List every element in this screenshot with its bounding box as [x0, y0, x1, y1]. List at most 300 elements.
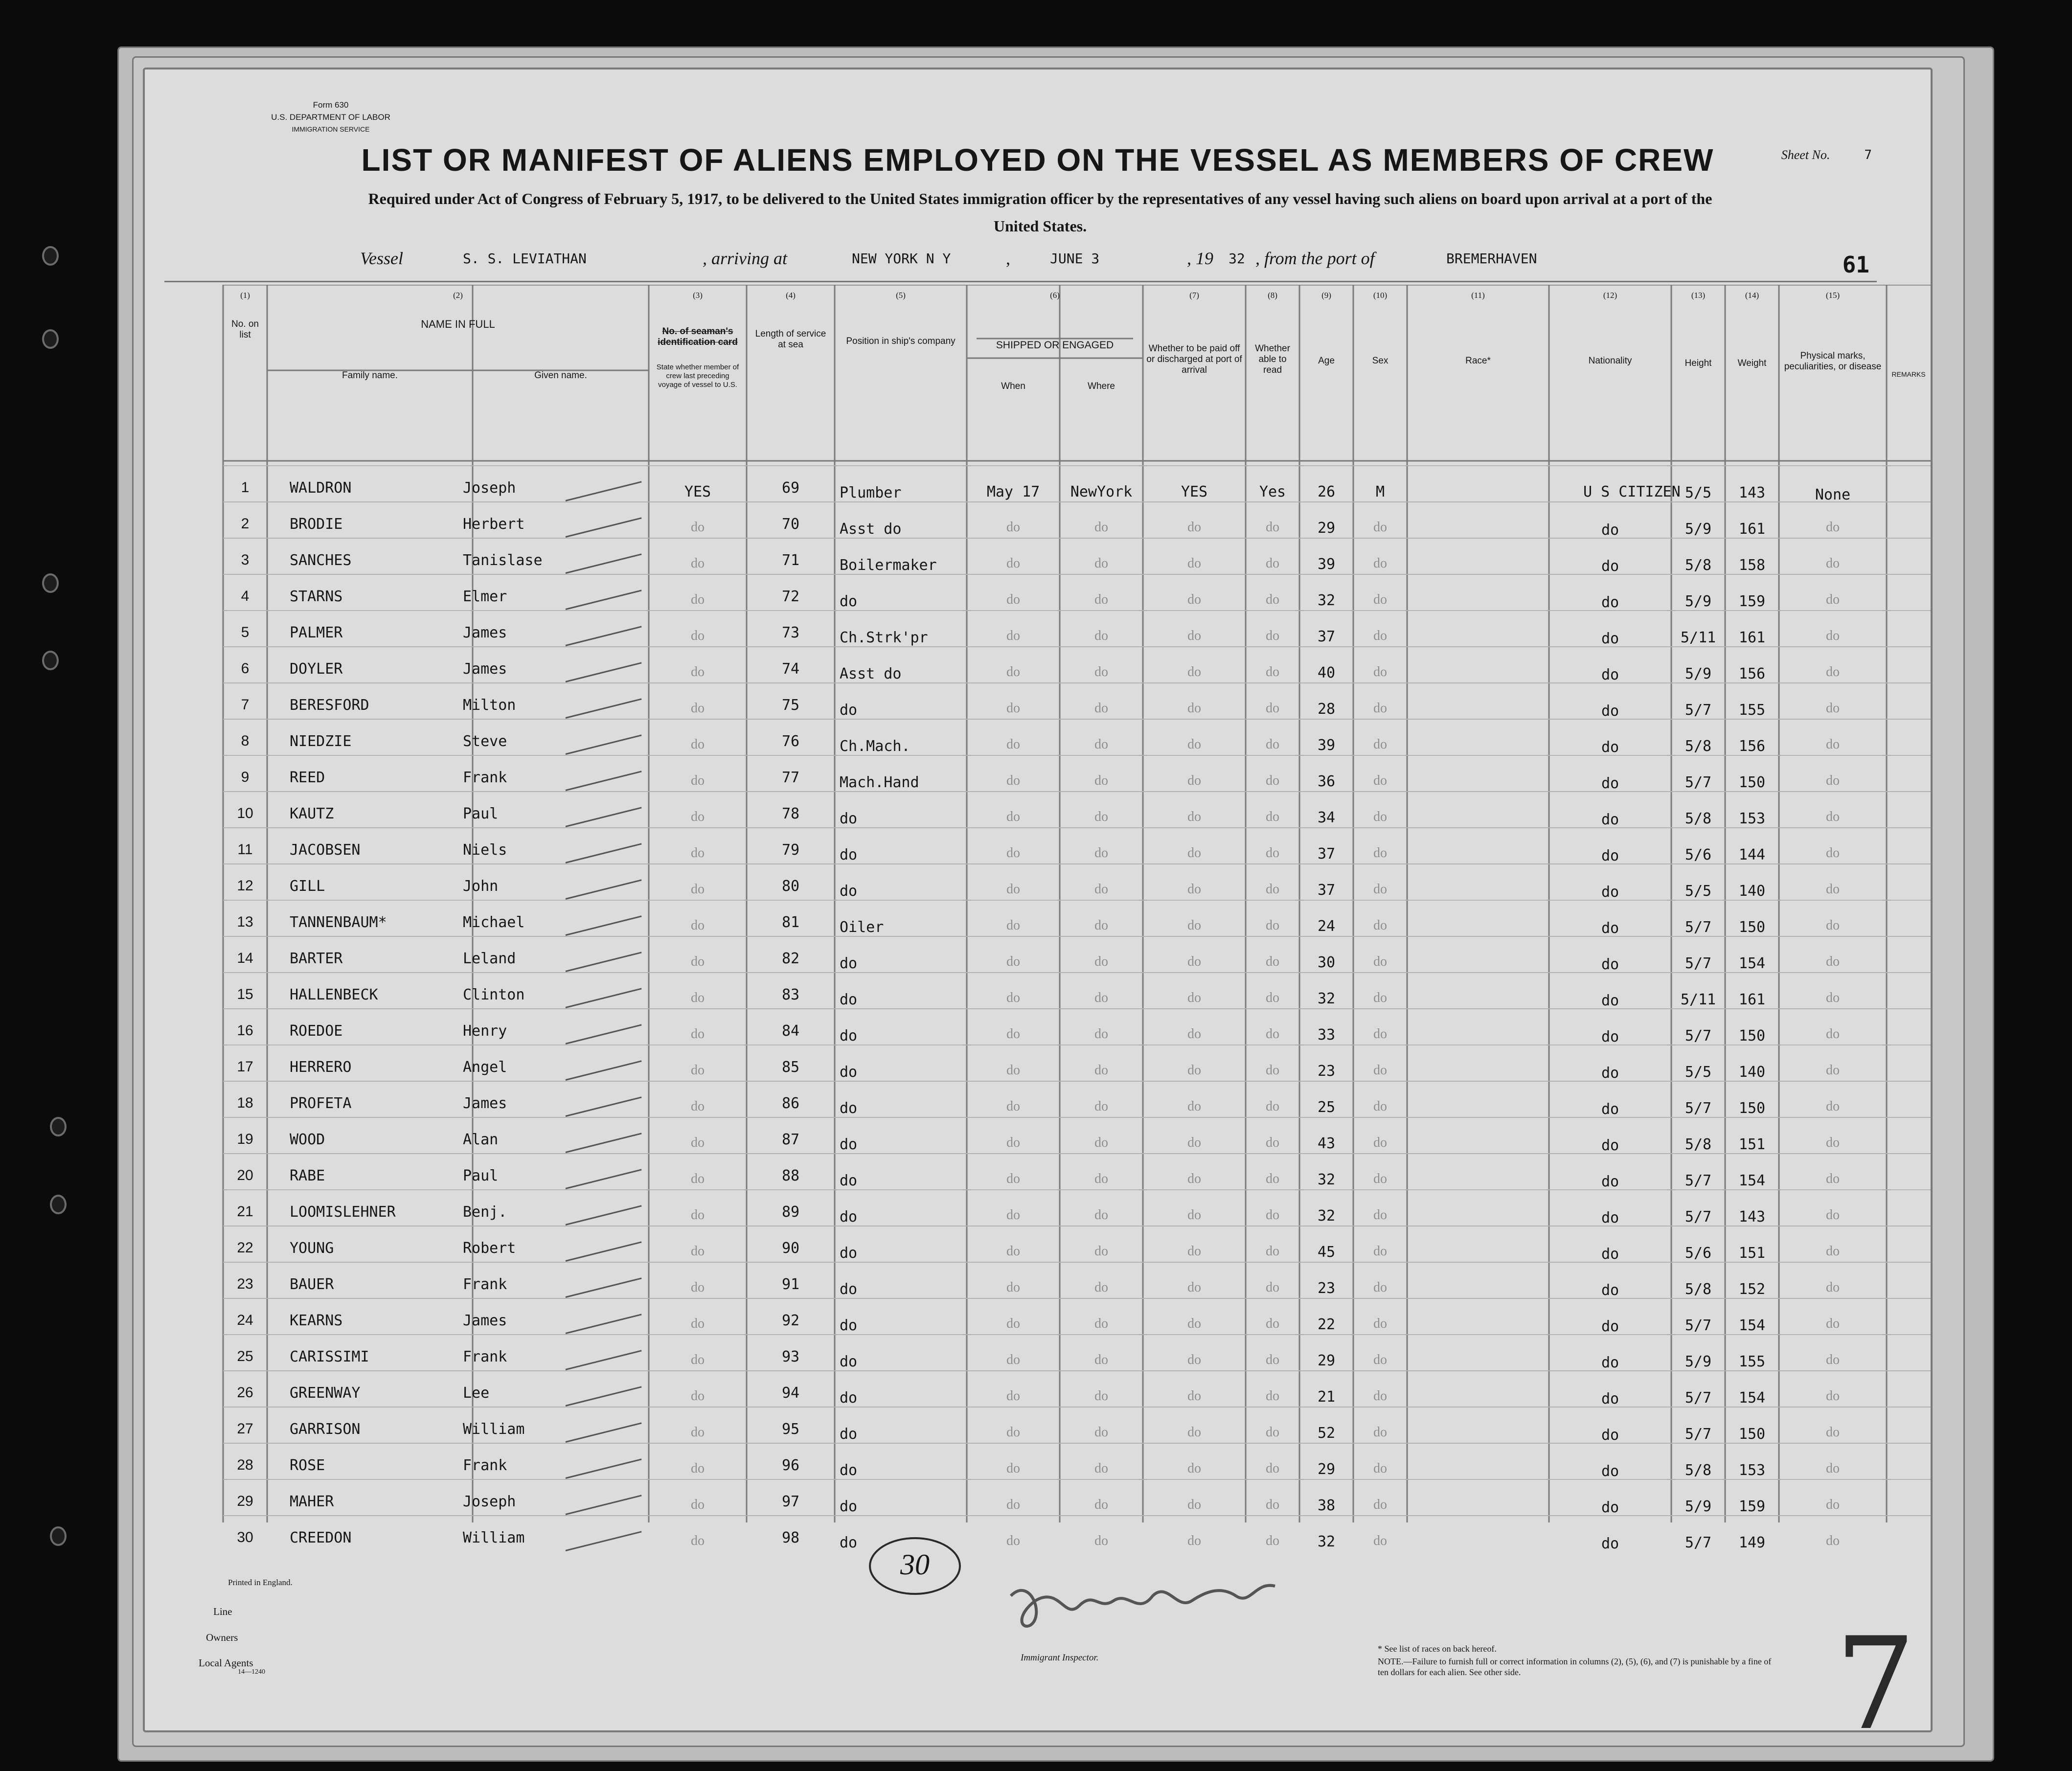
position: do: [840, 1426, 858, 1443]
paid-off: do: [1187, 773, 1201, 788]
family-name: KAUTZ: [290, 805, 334, 822]
paid-off: do: [1187, 1207, 1201, 1223]
physical-marks: do: [1826, 520, 1840, 535]
height: 5/5: [1685, 484, 1712, 501]
paid-off: do: [1187, 918, 1201, 933]
row-number: 1: [241, 479, 250, 496]
row-number: 5: [241, 624, 250, 640]
last-voyage: do: [691, 1099, 705, 1114]
service-length: 96: [781, 1457, 800, 1474]
shipped-when: do: [1006, 1316, 1020, 1331]
sex: do: [1373, 1388, 1387, 1404]
able-to-read: do: [1266, 520, 1279, 535]
last-voyage: do: [691, 918, 705, 933]
weight: 151: [1738, 1136, 1766, 1153]
from-port-label: , from the port of: [1255, 249, 1375, 268]
race: do: [1601, 1282, 1619, 1299]
family-name: DOYLER: [290, 660, 343, 678]
col-num-14: (14): [1745, 291, 1759, 300]
row-number: 10: [237, 805, 253, 821]
age: 38: [1317, 1497, 1336, 1514]
row-number: 14: [237, 950, 253, 966]
position: do: [840, 1281, 858, 1298]
shipped-where: do: [1094, 1026, 1108, 1042]
last-voyage: do: [691, 1352, 705, 1367]
paid-off: do: [1187, 737, 1201, 752]
given-name: Michael: [463, 914, 525, 931]
sex: do: [1373, 1461, 1387, 1476]
paid-off: do: [1187, 1171, 1201, 1186]
age: 37: [1317, 882, 1336, 899]
col-num-15: (15): [1825, 291, 1840, 300]
age: 32: [1317, 990, 1336, 1007]
able-to-read: do: [1266, 918, 1279, 933]
weight: 150: [1738, 919, 1766, 936]
shipped-where: do: [1094, 1207, 1108, 1223]
shipped-where: do: [1094, 773, 1108, 788]
race: do: [1601, 1028, 1619, 1045]
able-to-read: do: [1266, 882, 1279, 897]
from-port: BREMERHAVEN: [1446, 250, 1537, 267]
service-length: 87: [781, 1131, 800, 1148]
position: do: [840, 1064, 858, 1081]
age: 45: [1317, 1244, 1336, 1261]
shipped-where: do: [1094, 1316, 1108, 1331]
able-to-read: do: [1266, 701, 1279, 716]
able-to-read: do: [1266, 1207, 1279, 1223]
able-to-read: do: [1266, 1497, 1279, 1512]
service-length: 70: [781, 516, 800, 533]
col-num-6: (6): [1050, 291, 1060, 300]
shipped-when: do: [1006, 1171, 1020, 1186]
shipped-where: do: [1094, 628, 1108, 643]
race: do: [1601, 1427, 1619, 1444]
able-to-read: do: [1266, 664, 1279, 680]
service-length: 88: [781, 1167, 800, 1184]
paid-off: do: [1187, 845, 1201, 861]
sex: do: [1373, 1099, 1387, 1114]
shipped-where: do: [1094, 1135, 1108, 1150]
shipped-where: do: [1094, 809, 1108, 824]
given-name: Paul: [463, 1167, 499, 1184]
service-length: 72: [781, 588, 800, 605]
paid-off: do: [1187, 1461, 1201, 1476]
able-to-read: do: [1266, 1280, 1279, 1295]
race: do: [1601, 1065, 1619, 1082]
last-voyage: do: [691, 1207, 705, 1223]
physical-marks: do: [1826, 664, 1840, 680]
age: 26: [1317, 483, 1336, 500]
agents-label: Local Agents: [199, 1657, 253, 1669]
col-num-8: (8): [1268, 291, 1277, 300]
position: do: [840, 1353, 858, 1370]
given-name: Angel: [463, 1059, 507, 1076]
shipped-when: do: [1006, 1063, 1020, 1078]
service-length: 81: [781, 914, 800, 931]
binder-hole: [42, 651, 59, 670]
shipped-where: do: [1094, 1497, 1108, 1512]
row-number: 30: [237, 1529, 253, 1545]
family-name: WALDRON: [290, 479, 352, 497]
sex: do: [1373, 845, 1387, 861]
shipped-when: do: [1006, 918, 1020, 933]
shipped-when: do: [1006, 1207, 1020, 1223]
physical-marks: do: [1826, 1135, 1840, 1150]
position: do: [840, 1389, 858, 1407]
given-name: James: [463, 660, 507, 678]
able-to-read: do: [1266, 1352, 1279, 1367]
shipped-where: do: [1094, 1388, 1108, 1404]
row-number: 29: [237, 1493, 253, 1509]
able-to-read: Yes: [1259, 483, 1286, 500]
family-name: GARRISON: [290, 1421, 361, 1438]
weight: 149: [1738, 1534, 1766, 1551]
able-to-read: do: [1266, 1171, 1279, 1186]
shipped-when: do: [1006, 954, 1020, 969]
page-title: LIST OR MANIFEST OF ALIENS EMPLOYED ON THE VESSEL AS MEMBERS OF CREW: [361, 142, 1714, 178]
race: do: [1601, 1354, 1619, 1371]
shipped-when: do: [1006, 1461, 1020, 1476]
sex: do: [1373, 1063, 1387, 1078]
sex: do: [1373, 1316, 1387, 1331]
paid-off: do: [1187, 1316, 1201, 1331]
weight: 154: [1738, 1172, 1766, 1189]
sex: do: [1373, 1497, 1387, 1512]
family-name: NIEDZIE: [290, 733, 352, 750]
weight: 140: [1738, 1064, 1766, 1081]
service-length: 78: [781, 805, 800, 822]
able-to-read: do: [1266, 1244, 1279, 1259]
physical-marks: do: [1826, 1280, 1840, 1295]
able-to-read: do: [1266, 1063, 1279, 1078]
service-length: 94: [781, 1385, 800, 1402]
shipped-when: do: [1006, 1135, 1020, 1150]
shipped-where: do: [1094, 1244, 1108, 1259]
penalty-note: NOTE.—Failure to furnish full or correct information in columns (2), (5), (6), and (7) is punishable by a fine of ten dollars for each alien. See other side.: [1378, 1657, 1772, 1677]
crew-count-circled: 30: [869, 1537, 961, 1595]
row-number: 17: [237, 1059, 253, 1075]
vessel-name: S. S. LEVIATHAN: [463, 250, 587, 267]
shipped-where: do: [1094, 592, 1108, 607]
header-weight: Weight: [1737, 358, 1767, 368]
row-number: 7: [241, 697, 250, 713]
weight: 144: [1738, 846, 1766, 863]
family-name: WOOD: [290, 1131, 325, 1148]
height: 5/9: [1685, 665, 1712, 682]
height: 5/7: [1685, 1317, 1712, 1334]
family-name: GREENWAY: [290, 1385, 361, 1402]
height: 5/8: [1685, 1462, 1712, 1479]
sex: do: [1373, 1352, 1387, 1367]
binder-hole: [42, 329, 59, 349]
height: 5/7: [1685, 774, 1712, 791]
height: 5/7: [1685, 1100, 1712, 1117]
given-name: James: [463, 1312, 507, 1329]
family-name: PALMER: [290, 624, 343, 641]
requirement-text: Required under Act of Congress of February 5, 1917, to be delivered to the United States immigration officer by the representatives of any vessel having such aliens on board upon arrival at a port of the United States.: [368, 190, 1712, 235]
family-name: CARISSIMI: [290, 1348, 369, 1365]
shipped-where: do: [1094, 845, 1108, 861]
last-voyage: do: [691, 1280, 705, 1295]
shipped-when: do: [1006, 1425, 1020, 1440]
shipped-when: do: [1006, 1533, 1020, 1548]
row-number: 13: [237, 914, 253, 930]
position: do: [840, 955, 858, 972]
given-name: Lee: [463, 1385, 490, 1402]
shipped-where: do: [1094, 520, 1108, 535]
given-name: Leland: [463, 950, 516, 967]
paid-off: do: [1187, 628, 1201, 643]
given-name: James: [463, 624, 507, 641]
able-to-read: do: [1266, 592, 1279, 607]
service-length: 75: [781, 697, 800, 714]
header-family-name: Family name.: [342, 370, 398, 381]
col-num-10: (10): [1373, 291, 1388, 300]
height: 5/7: [1685, 1426, 1712, 1443]
position: do: [840, 1100, 858, 1117]
weight: 154: [1738, 1317, 1766, 1334]
height: 5/6: [1685, 1245, 1712, 1262]
weight: 154: [1738, 1389, 1766, 1407]
header-remarks: REMARKS: [1891, 370, 1926, 378]
weight: 153: [1738, 810, 1766, 827]
height: 5/8: [1685, 810, 1712, 827]
race: do: [1601, 1318, 1619, 1335]
age: 37: [1317, 845, 1336, 863]
position: Mach.Hand: [840, 774, 919, 791]
physical-marks: do: [1826, 1497, 1840, 1512]
sex: do: [1373, 990, 1387, 1005]
age: 23: [1317, 1063, 1336, 1080]
weight: 153: [1738, 1462, 1766, 1479]
arrival-date: JUNE 3: [1050, 250, 1100, 267]
age: 30: [1317, 954, 1336, 971]
family-name: YOUNG: [290, 1240, 334, 1257]
race: do: [1601, 775, 1619, 792]
header-given-name: Given name.: [534, 370, 587, 381]
position: Asst do: [840, 521, 902, 538]
height: 5/7: [1685, 919, 1712, 936]
last-voyage: do: [691, 773, 705, 788]
able-to-read: do: [1266, 556, 1279, 571]
height: 5/7: [1685, 1172, 1712, 1189]
given-name: Robert: [463, 1240, 516, 1257]
row-number: 27: [237, 1421, 253, 1437]
sex: do: [1373, 1533, 1387, 1548]
service-length: 97: [781, 1493, 800, 1510]
paid-off: do: [1187, 701, 1201, 716]
paid-off: do: [1187, 882, 1201, 897]
header-able-to-read: Whether able to read: [1255, 343, 1290, 375]
family-name: ROSE: [290, 1457, 325, 1474]
physical-marks: do: [1826, 773, 1840, 788]
paid-off: do: [1187, 1533, 1201, 1548]
given-name: Frank: [463, 1457, 507, 1474]
given-name: Joseph: [463, 1493, 516, 1510]
family-name: LOOMISLEHNER: [290, 1203, 396, 1221]
agents-code: 14—1240: [238, 1668, 265, 1676]
able-to-read: do: [1266, 1388, 1279, 1404]
sex: do: [1373, 628, 1387, 643]
physical-marks: do: [1826, 1244, 1840, 1259]
race: do: [1601, 992, 1619, 1009]
shipped-when: do: [1006, 809, 1020, 824]
race: do: [1601, 739, 1619, 756]
shipped-when: do: [1006, 520, 1020, 535]
row-number: 24: [237, 1312, 253, 1328]
header-where: Where: [1088, 381, 1115, 391]
able-to-read: do: [1266, 845, 1279, 861]
age: 28: [1317, 701, 1336, 718]
sex: do: [1373, 918, 1387, 933]
given-name: William: [463, 1529, 525, 1546]
physical-marks: do: [1826, 1388, 1840, 1404]
shipped-where: do: [1094, 664, 1108, 680]
position: do: [840, 593, 858, 610]
row-number: 2: [241, 516, 250, 532]
sex: do: [1373, 556, 1387, 571]
sex: do: [1373, 954, 1387, 969]
race: do: [1601, 630, 1619, 647]
physical-marks: do: [1826, 809, 1840, 824]
age: 32: [1317, 1171, 1336, 1188]
row-number: 23: [237, 1276, 253, 1292]
paid-off: do: [1187, 1352, 1201, 1367]
binder-hole: [50, 1195, 67, 1214]
position: Boilermaker: [840, 557, 937, 574]
shipped-where: do: [1094, 990, 1108, 1005]
sex: do: [1373, 809, 1387, 824]
binder-hole: [50, 1526, 67, 1546]
age: 52: [1317, 1425, 1336, 1442]
row-number: 26: [237, 1385, 253, 1401]
weight: 150: [1738, 1100, 1766, 1117]
height: 5/11: [1680, 991, 1716, 1008]
paid-off: do: [1187, 1280, 1201, 1295]
sex: do: [1373, 664, 1387, 680]
shipped-where: do: [1094, 1352, 1108, 1367]
height: 5/8: [1685, 557, 1712, 574]
form-number: Form 630: [313, 100, 349, 110]
physical-marks: do: [1826, 1063, 1840, 1078]
arriving-port: NEW YORK N Y: [852, 250, 951, 267]
position: Asst do: [840, 665, 902, 682]
header-age: Age: [1318, 356, 1335, 366]
shipped-where: do: [1094, 701, 1108, 716]
race: do: [1601, 811, 1619, 828]
position: Ch.Strk'pr: [840, 629, 928, 646]
paid-off: do: [1187, 1099, 1201, 1114]
shipped-where: do: [1094, 1425, 1108, 1440]
col-num-7: (7): [1189, 291, 1199, 300]
last-voyage: do: [691, 520, 705, 535]
height: 5/9: [1685, 1498, 1712, 1515]
paid-off: do: [1187, 809, 1201, 824]
physical-marks: do: [1826, 628, 1840, 643]
age: 43: [1317, 1135, 1336, 1152]
family-name: BERESFORD: [290, 697, 369, 714]
race: do: [1601, 1137, 1619, 1154]
service-length: 95: [781, 1421, 800, 1438]
age: 22: [1317, 1316, 1336, 1333]
physical-marks: do: [1826, 990, 1840, 1005]
weight: 159: [1738, 1498, 1766, 1515]
sex: do: [1373, 1207, 1387, 1223]
shipped-where: do: [1094, 1099, 1108, 1114]
last-voyage: do: [691, 954, 705, 969]
paid-off: do: [1187, 520, 1201, 535]
race: do: [1601, 666, 1619, 683]
able-to-read: do: [1266, 954, 1279, 969]
race: do: [1601, 1463, 1619, 1480]
weight: 154: [1738, 955, 1766, 972]
weight: 161: [1738, 991, 1766, 1008]
family-name: MAHER: [290, 1493, 334, 1510]
sheet-value: 7: [1864, 148, 1872, 162]
physical-marks: do: [1826, 1026, 1840, 1042]
paid-off: do: [1187, 1063, 1201, 1078]
arriving-label: , arriving at: [703, 249, 788, 268]
race: do: [1601, 920, 1619, 937]
given-name: Alan: [463, 1131, 499, 1148]
given-name: Milton: [463, 697, 516, 714]
row-number: 4: [241, 588, 250, 604]
able-to-read: do: [1266, 1135, 1279, 1150]
col-num-13: (13): [1691, 291, 1706, 300]
sex: do: [1373, 773, 1387, 788]
race: do: [1601, 1535, 1619, 1552]
age: 34: [1317, 809, 1336, 826]
last-voyage: do: [691, 701, 705, 716]
paid-off: do: [1187, 556, 1201, 571]
physical-marks: do: [1826, 592, 1840, 607]
last-voyage: do: [691, 1316, 705, 1331]
shipped-when: do: [1006, 737, 1020, 752]
age: 39: [1317, 556, 1336, 573]
service-length: 86: [781, 1095, 800, 1112]
weight: 143: [1738, 484, 1766, 501]
shipped-when: do: [1006, 592, 1020, 607]
weight: 152: [1738, 1281, 1766, 1298]
position: do: [840, 1534, 858, 1551]
given-name: Frank: [463, 1276, 507, 1293]
physical-marks: do: [1826, 1207, 1840, 1223]
age: 39: [1317, 737, 1336, 754]
position: do: [840, 1027, 858, 1044]
manifest-page: [143, 68, 1933, 1732]
height: 5/8: [1685, 1136, 1712, 1153]
physical-marks: do: [1826, 1099, 1840, 1114]
family-name: PROFETA: [290, 1095, 352, 1112]
sex: do: [1373, 1171, 1387, 1186]
shipped-where: do: [1094, 954, 1108, 969]
shipped-when: do: [1006, 1244, 1020, 1259]
row-number: 18: [237, 1095, 253, 1111]
header-physical-marks: Physical marks, peculiarities, or disease: [1784, 351, 1882, 372]
height: 5/7: [1685, 1027, 1712, 1044]
able-to-read: do: [1266, 1425, 1279, 1440]
height: 5/6: [1685, 846, 1712, 863]
col-num-1: (1): [240, 291, 250, 300]
sex: do: [1373, 1026, 1387, 1042]
shipped-when: do: [1006, 1026, 1020, 1042]
last-voyage: YES: [684, 483, 711, 500]
paid-off: do: [1187, 592, 1201, 607]
last-voyage: do: [691, 737, 705, 752]
weight: 161: [1738, 629, 1766, 646]
given-name: Tanislase: [463, 552, 543, 569]
table-grid: [145, 285, 1931, 1522]
